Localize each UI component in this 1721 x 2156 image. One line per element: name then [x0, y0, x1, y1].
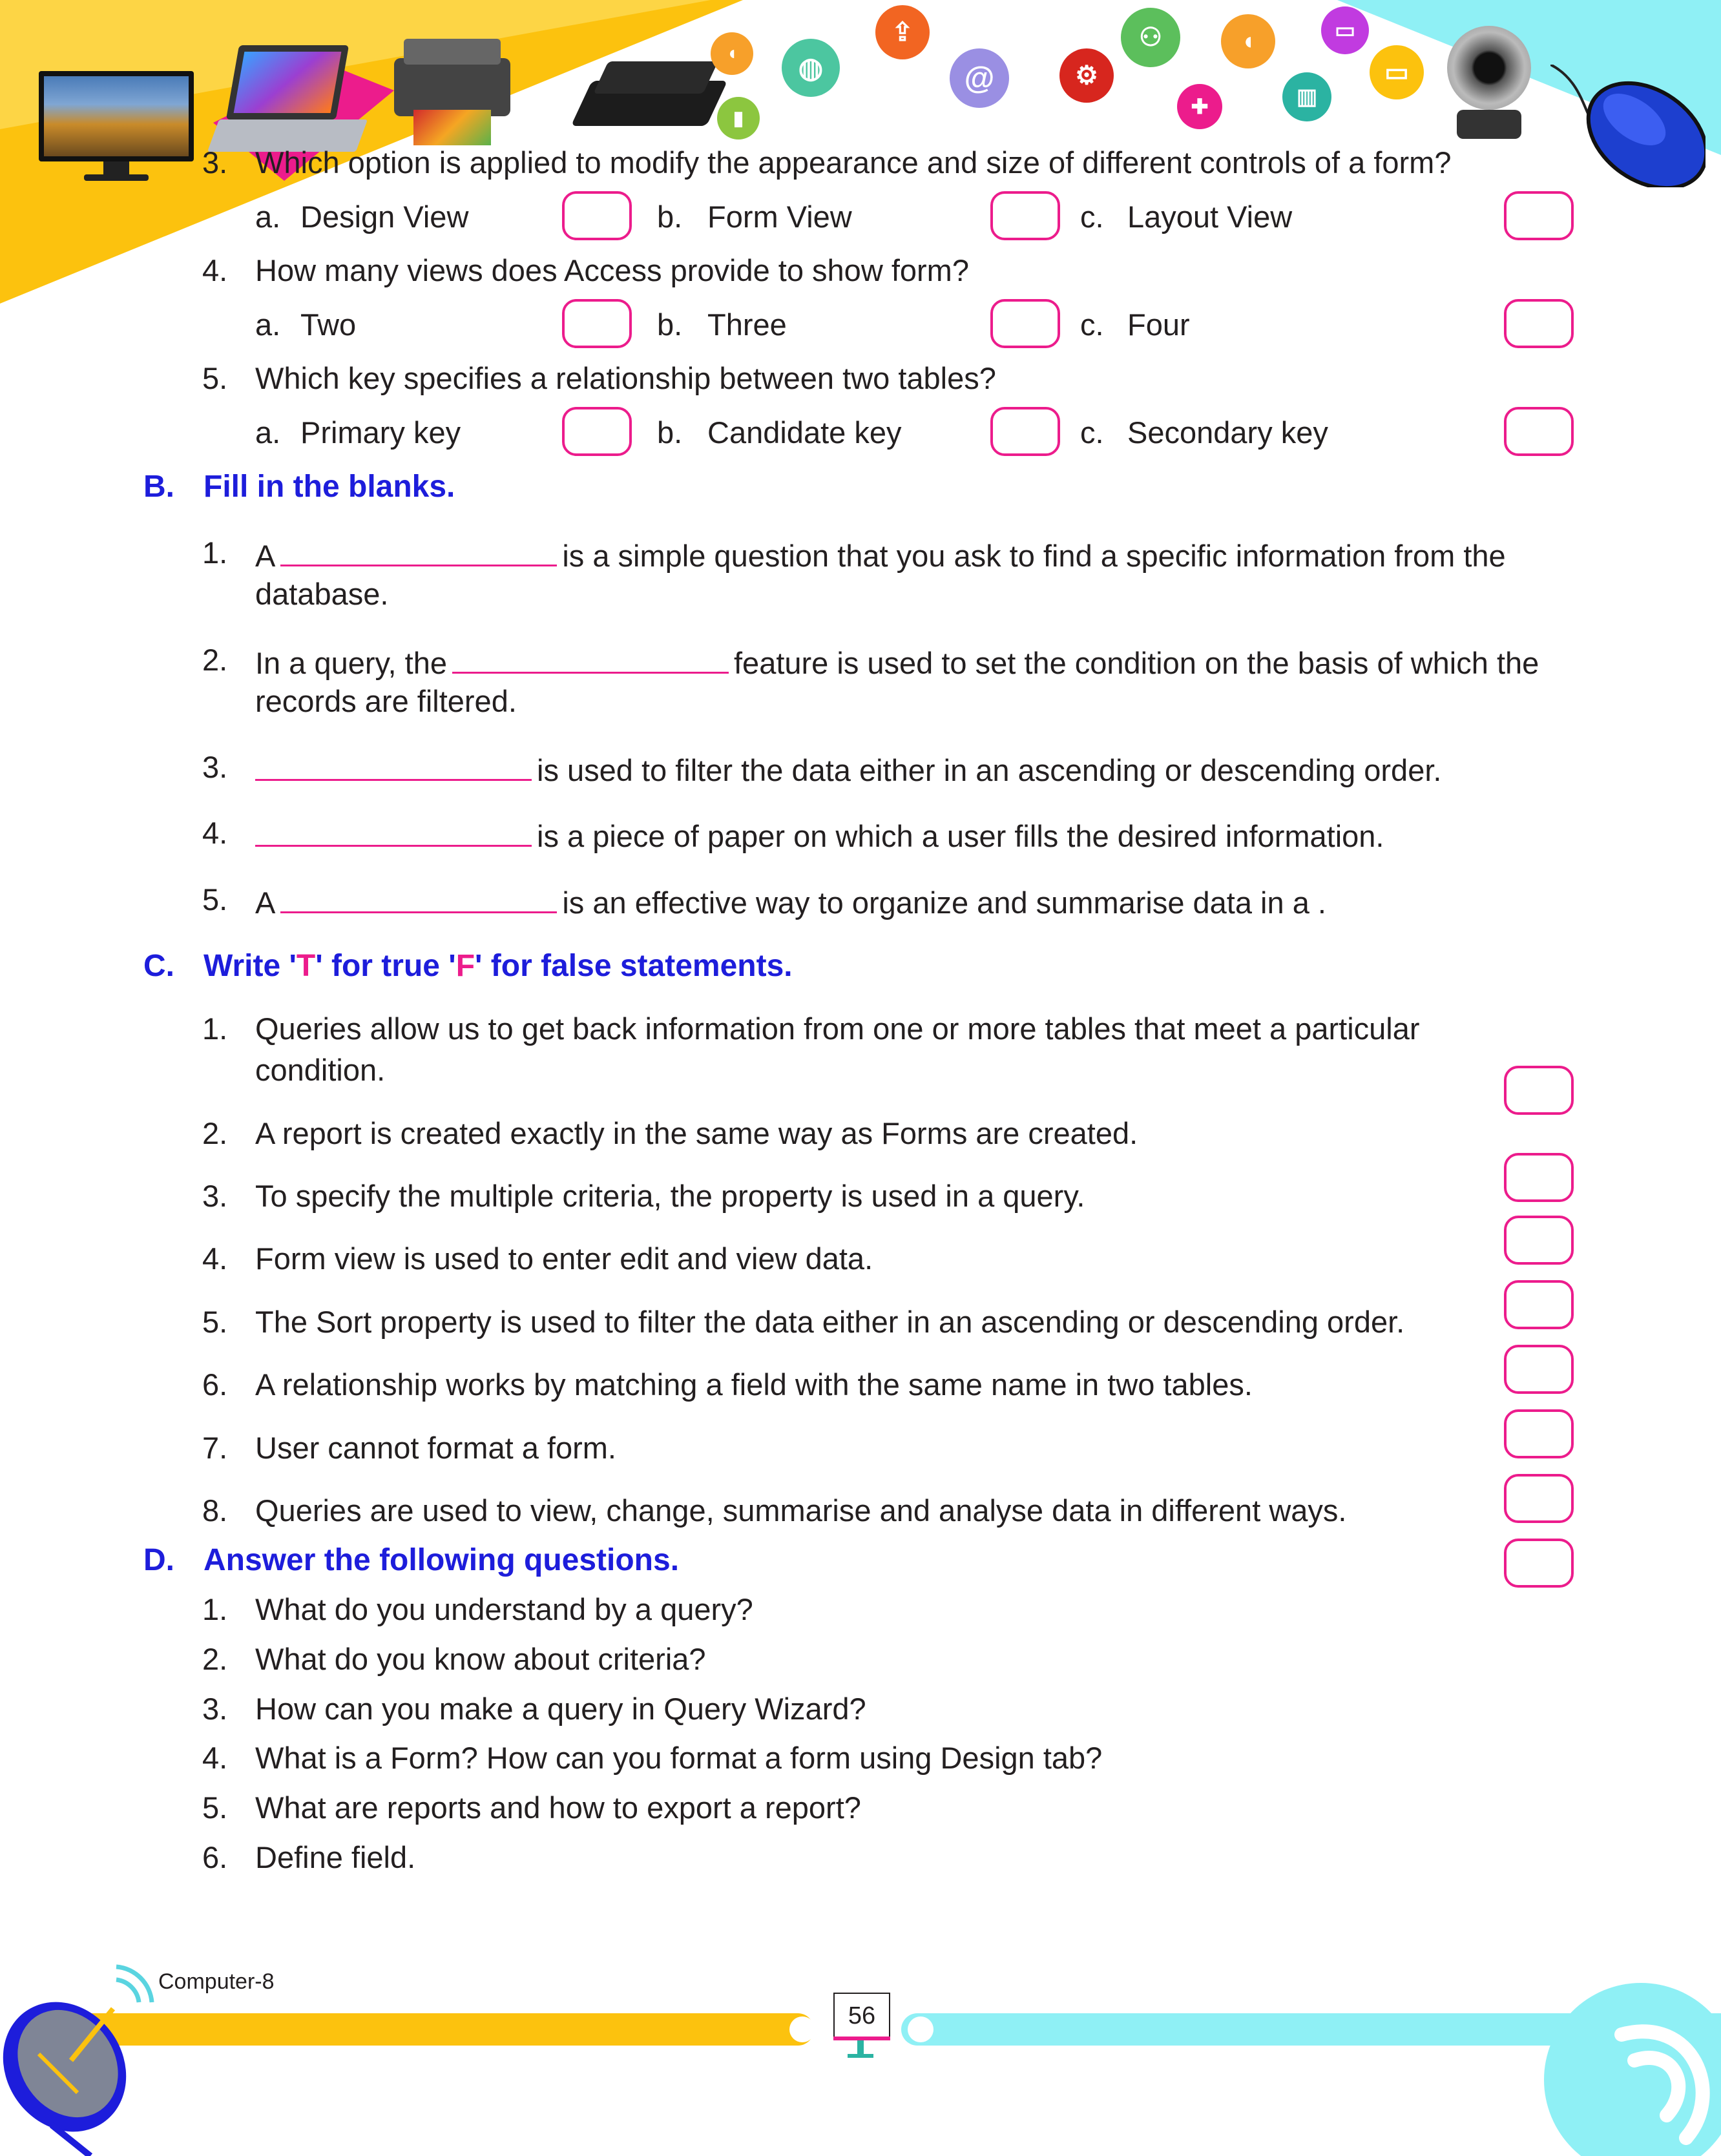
section-letter: D. — [143, 1543, 174, 1577]
option-letter: b. — [657, 200, 683, 234]
answer-box[interactable] — [562, 191, 632, 240]
item-number: 6. — [202, 1840, 228, 1874]
item-number: 4. — [202, 1241, 228, 1276]
item-number: 7. — [202, 1431, 228, 1465]
mouse-icon: ◖ — [711, 32, 753, 75]
item-number: 2. — [202, 643, 228, 677]
item-number: 1. — [202, 1592, 228, 1626]
answer-box[interactable] — [1504, 191, 1574, 240]
question-text: What do you understand by a query? — [255, 1592, 753, 1626]
item-number: 1. — [202, 535, 228, 570]
title-t-letter: T — [296, 949, 316, 983]
question-number: 4. — [202, 253, 228, 287]
blank-input[interactable] — [452, 641, 729, 674]
page-number: 56 — [833, 1993, 890, 2039]
option-text: Four — [1127, 307, 1190, 342]
item-number: 6. — [202, 1367, 228, 1402]
fill-blank-line — [255, 880, 1326, 922]
fill-blank-continuation: database. — [255, 577, 389, 611]
item-number: 5. — [202, 1305, 228, 1339]
fill-blank-line — [255, 814, 1384, 856]
satellite-dish-icon — [0, 1964, 155, 2156]
blank-after: is a simple question that you ask to find a specific information from the — [562, 539, 1506, 573]
answer-box[interactable] — [1504, 1345, 1574, 1394]
section-title — [203, 947, 793, 986]
item-number: 5. — [202, 1790, 228, 1825]
blank-after: is an effective way to organize and summarise data in a . — [562, 886, 1326, 920]
statement-text: User cannot format a form. — [255, 1431, 616, 1465]
at-sign-icon: @ — [950, 48, 1009, 108]
answer-box[interactable] — [1504, 299, 1574, 348]
blank-before: In a query, the — [255, 646, 447, 680]
item-number: 3. — [202, 750, 228, 784]
item-number: 3. — [202, 1692, 228, 1726]
answer-box[interactable] — [562, 407, 632, 456]
section-letter: C. — [143, 949, 174, 983]
title-part: ' for true ' — [315, 949, 456, 983]
footer-bar-dot — [908, 2016, 934, 2042]
footer-bar-dot — [789, 2016, 815, 2042]
question-number: 5. — [202, 361, 228, 395]
option-text: Secondary key — [1127, 415, 1328, 450]
gamepad-icon: ✚ — [1177, 84, 1222, 129]
option-letter: c. — [1080, 200, 1104, 234]
footer-cyan-circle — [1544, 1976, 1721, 2156]
answer-box[interactable] — [990, 299, 1060, 348]
option-letter: a. — [255, 415, 281, 450]
question-number: 3. — [202, 145, 228, 180]
page-number-stand-base — [848, 2054, 873, 2058]
blank-before: A — [255, 539, 276, 573]
question-text: Which option is applied to modify the appearance and size of different controls of a form? — [255, 145, 1452, 180]
question-text: Which key specifies a relationship between two tables? — [255, 361, 996, 395]
gears-icon: ⚙ — [1059, 48, 1114, 103]
item-number: 1. — [202, 1011, 228, 1046]
chart-icon: ▮ — [717, 97, 760, 140]
option-text: Design View — [300, 200, 469, 234]
statement-text: Form view is used to enter edit and view data. — [255, 1241, 873, 1276]
computer-mouse-small-icon: ◖ — [1221, 14, 1275, 68]
question-text: How can you make a query in Query Wizard? — [255, 1692, 866, 1726]
answer-box[interactable] — [990, 407, 1060, 456]
item-number: 2. — [202, 1116, 228, 1150]
globe-icon: ◍ — [782, 39, 840, 97]
display-icon: ▭ — [1370, 45, 1424, 99]
answer-box[interactable] — [1504, 1409, 1574, 1458]
book-title: Computer-8 — [158, 1969, 275, 1994]
item-number: 5. — [202, 882, 228, 917]
answer-box[interactable] — [990, 191, 1060, 240]
page-number-stand-leg — [857, 2040, 864, 2055]
option-letter: c. — [1080, 307, 1104, 342]
section-title: Answer the following questions. — [203, 1543, 680, 1577]
statement-text: Queries are used to view, change, summarise and analyse data in different ways. — [255, 1493, 1347, 1528]
item-number: 8. — [202, 1493, 228, 1528]
item-number: 4. — [202, 816, 228, 850]
question-text: What are reports and how to export a report? — [255, 1790, 861, 1825]
blank-before: A — [255, 886, 276, 920]
statement-text: Queries allow us to get back information from one or more tables that meet a particular — [255, 1011, 1420, 1046]
option-text: Form View — [707, 200, 852, 234]
footer-yellow-bar — [39, 2013, 814, 2046]
blank-after: is used to filter the data either in an ascending or descending order. — [537, 753, 1442, 787]
scanner-icon — [581, 61, 717, 132]
statement-text: A relationship works by matching a field with the same name in two tables. — [255, 1367, 1253, 1402]
webcam-icon — [1444, 26, 1534, 142]
statement-text: The Sort property is used to filter the data either in an ascending or descending order. — [255, 1305, 1405, 1339]
option-letter: b. — [657, 415, 683, 450]
option-text: Three — [707, 307, 787, 342]
option-letter: a. — [255, 307, 281, 342]
statement-text: A report is created exactly in the same way as Forms are created. — [255, 1116, 1138, 1150]
answer-box[interactable] — [1504, 1153, 1574, 1202]
title-f-letter: F — [455, 949, 475, 983]
question-text: What is a Form? How can you format a form using Design tab? — [255, 1741, 1103, 1775]
blank-input[interactable] — [255, 814, 532, 847]
section-letter: B. — [143, 470, 174, 504]
answer-box[interactable] — [1504, 1539, 1574, 1588]
printer-icon — [388, 39, 517, 149]
answer-box[interactable] — [1504, 1474, 1574, 1523]
title-part: Write ' — [203, 949, 297, 983]
option-letter: b. — [657, 307, 683, 342]
fill-blank-line — [255, 641, 1539, 683]
folder-icon: ▭ — [1321, 6, 1369, 54]
answer-box[interactable] — [1504, 1280, 1574, 1329]
item-number: 2. — [202, 1642, 228, 1676]
option-letter: a. — [255, 200, 281, 234]
answer-box[interactable] — [1504, 1066, 1574, 1115]
statement-continuation: condition. — [255, 1053, 386, 1087]
option-text: Two — [300, 307, 357, 342]
monitor-icon — [39, 71, 194, 181]
option-text: Candidate key — [707, 415, 902, 450]
statement-text: To specify the multiple criteria, the property is used in a query. — [255, 1179, 1085, 1213]
blank-after: feature is used to set the condition on the basis of which the — [734, 646, 1539, 680]
blank-input[interactable] — [280, 880, 557, 913]
blank-input[interactable] — [255, 748, 532, 781]
question-text: Define field. — [255, 1840, 416, 1874]
option-text: Layout View — [1127, 200, 1293, 234]
network-icon: ⚇ — [1121, 8, 1180, 67]
question-text: What do you know about criteria? — [255, 1642, 706, 1676]
computer-mouse-icon — [1550, 65, 1705, 187]
option-letter: c. — [1080, 415, 1104, 450]
blank-input[interactable] — [280, 534, 557, 566]
fill-blank-line — [255, 748, 1441, 790]
analytics-icon: ▥ — [1282, 72, 1331, 121]
question-text: How many views does Access provide to show form? — [255, 253, 969, 287]
fill-blank-continuation: records are filtered. — [255, 684, 517, 718]
title-part: ' for false statements. — [475, 949, 793, 983]
fill-blank-line — [255, 534, 1506, 575]
option-text: Primary key — [300, 415, 461, 450]
item-number: 4. — [202, 1741, 228, 1775]
item-number: 3. — [202, 1179, 228, 1213]
blank-after: is a piece of paper on which a user fills the desired information. — [537, 819, 1384, 853]
upload-icon: ⇪ — [875, 5, 930, 59]
section-title: Fill in the blanks. — [203, 470, 455, 504]
answer-box[interactable] — [562, 299, 632, 348]
answer-box[interactable] — [1504, 1216, 1574, 1265]
answer-box[interactable] — [1504, 407, 1574, 456]
